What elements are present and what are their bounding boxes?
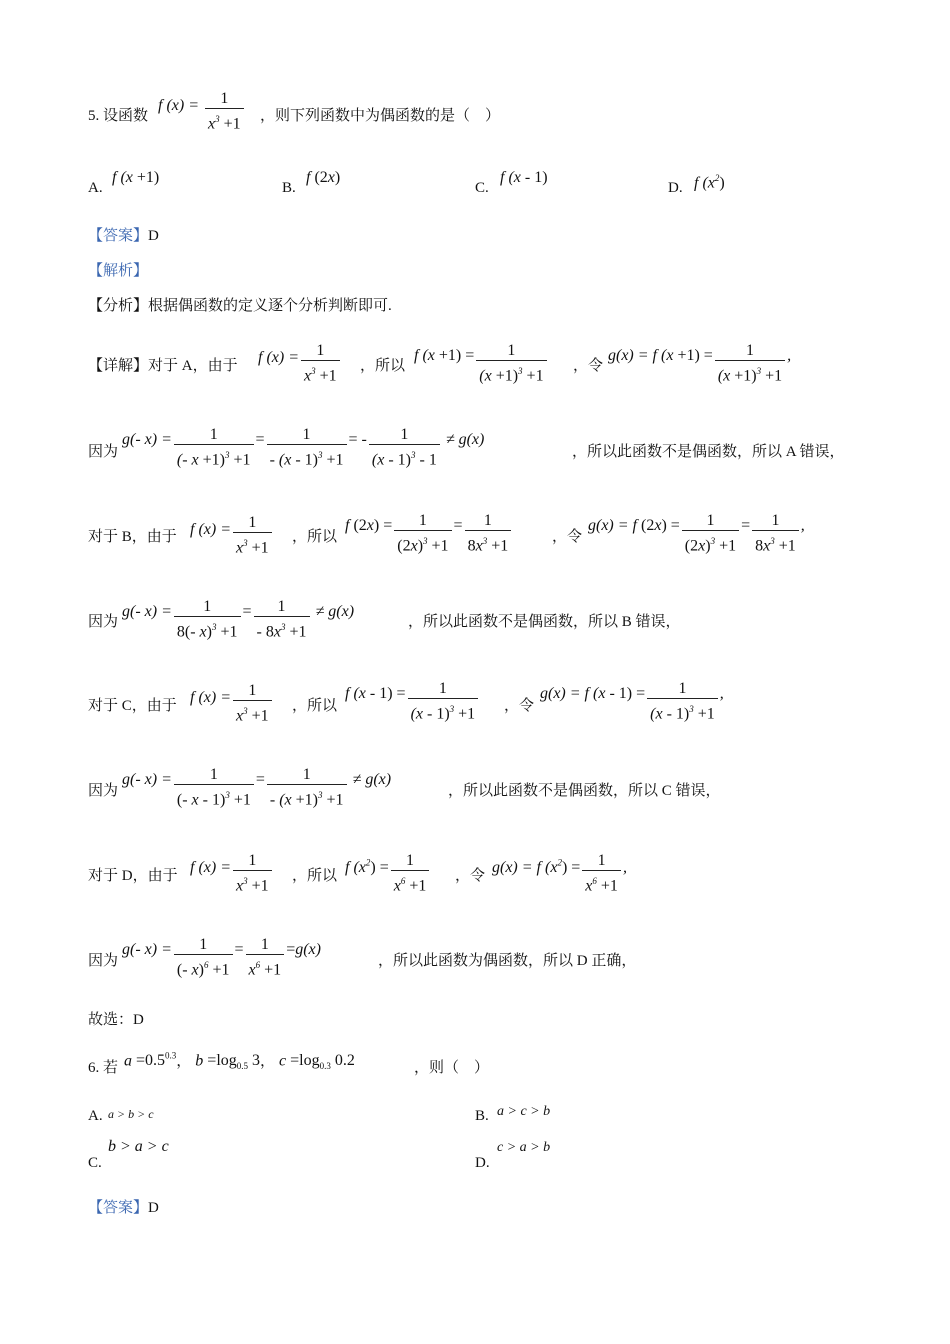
q5-option-a-expr: f (x +1) bbox=[112, 169, 160, 186]
detail-b-gx: g(x) = f (2x) = $\frac{1}{(2x)^3 +1}$ = $\frac{1}{8x^3 +1}$ , bbox=[588, 512, 805, 555]
answer-tag: 【答案】 bbox=[88, 228, 149, 244]
detail-d-yinwei: 因为 bbox=[88, 953, 119, 969]
detail-d-ling: ，令 bbox=[455, 868, 486, 884]
q5-option-a[interactable]: A. bbox=[88, 180, 103, 196]
detail-c-fx: f (x) = $\frac{1}{x^3 +1}$ bbox=[190, 676, 274, 720]
detail-c-yinwei: 因为 bbox=[88, 783, 119, 799]
q5-option-c-expr: f (x - 1) bbox=[500, 169, 548, 186]
q6-option-b-expr: a > c > b bbox=[497, 1104, 551, 1119]
q5-option-c[interactable]: C. bbox=[475, 180, 489, 196]
detail-c-fx1: f (x - 1) = $\frac{1}{(x - 1)^3 +1}$ bbox=[345, 672, 480, 716]
q5-answer-line bbox=[88, 226, 159, 246]
q6-option-b[interactable]: B. bbox=[475, 1108, 489, 1124]
detail-b-yinwei: 因为 bbox=[88, 614, 119, 630]
q5-prefix: 5. 设函数 bbox=[88, 108, 149, 124]
q5-suffix: ，则下列函数中为偶函数的是（ ） bbox=[260, 108, 501, 124]
q5-option-b[interactable]: B. bbox=[282, 180, 296, 196]
detail-d-fx2: f $(x^2)$ = $\frac{1}{x^6 +1}$ bbox=[345, 846, 431, 890]
q6-prefix: 6. 若 bbox=[88, 1060, 119, 1076]
q6-option-c-expr: b > a > c bbox=[108, 1138, 169, 1155]
q5-option-d[interactable]: D. bbox=[668, 180, 683, 196]
detail-b-f2x: f (2x) = $\frac{1}{(2x)^3 +1}$ = $\frac{1}{8x^3 +1}$ bbox=[345, 504, 513, 548]
q6-answer-value: D bbox=[148, 1200, 159, 1216]
detail-a-g-neg: g(- x) = $\frac{1}{(- x +1)^3 +1}$ = $\frac{1}{- (x - 1)^3 +1}$ = - $\frac{1}{(x - 1)^3 - 1}$ ≠ g(x) bbox=[122, 426, 485, 469]
detail-c-suoyi: ，所以 bbox=[292, 698, 338, 714]
detail-c-g-neg: g(- x) = $\frac{1}{(- x - 1)^3 +1}$ = $\frac{1}{- (x +1)^3 +1}$ ≠ g(x) bbox=[122, 766, 392, 809]
detail-d-fx: f (x) = $\frac{1}{x^3 +1}$ bbox=[190, 846, 274, 890]
q6-option-d-expr: c > a > b bbox=[497, 1140, 551, 1155]
q5-option-d-expr: f $(x^2)$ bbox=[694, 173, 725, 192]
q6-option-a[interactable]: A. bbox=[88, 1108, 103, 1124]
q6-conditions: $a =0.5^{0.3}$， $b =\log_{0.5}$ 3， $c =\log_{0.3}$ 0.2 bbox=[124, 1051, 355, 1072]
q5-stem bbox=[88, 106, 148, 126]
detail-b-ling: ，令 bbox=[552, 529, 583, 545]
detail-a-ling: ，令 bbox=[573, 358, 604, 374]
detail-a-gx: g(x) = f (x +1) = $\frac{1}{(x +1)^3 +1}$ , bbox=[608, 342, 792, 385]
detail-a-suoyi: ，所以 bbox=[360, 358, 406, 374]
detail-b-suoyi: ，所以 bbox=[292, 529, 338, 545]
detail-c-conclusion: ，所以此函数不是偶函数，所以 C 错误， bbox=[448, 783, 721, 799]
q6-option-d[interactable]: D. bbox=[475, 1155, 490, 1171]
analysis-summary: 【分析】根据偶函数的定义逐个分析判断即可. bbox=[88, 298, 392, 314]
q6-option-c[interactable]: C. bbox=[88, 1155, 102, 1171]
detail-d-g-neg: g(- x) = $\frac{1}{(- x)^6 +1}$ = $\frac{1}{x^6 +1}$ =g(x) bbox=[122, 936, 321, 979]
detail-c-gx: g(x) = f (x - 1) = $\frac{1}{(x - 1)^3 +1}$ , bbox=[540, 680, 724, 723]
detail-a-fx: f (x) = $\frac{1}{x^3 +1}$ bbox=[258, 336, 342, 380]
q6-suffix: ，则（ ） bbox=[414, 1060, 490, 1076]
q6-answer-tag: 【答案】 bbox=[88, 1200, 149, 1216]
detail-c-intro: 对于 C，由于 bbox=[88, 698, 177, 714]
detail-d-conclusion: ，所以此函数为偶函数，所以 D 正确， bbox=[378, 953, 637, 969]
detail-d-suoyi: ，所以 bbox=[292, 868, 338, 884]
detail-a-intro: 【详解】对于 A，由于 bbox=[88, 358, 238, 374]
answer-value: D bbox=[148, 228, 159, 244]
detail-b-g-neg: g(- x) = $\frac{1}{8(- x)^3 +1}$ = $\frac{1}{- 8x^3 +1}$ ≠ g(x) bbox=[122, 598, 355, 641]
q6-answer-line bbox=[88, 1198, 159, 1218]
detail-b-fx: f (x) = $\frac{1}{x^3 +1}$ bbox=[190, 508, 274, 552]
detail-b-intro: 对于 B，由于 bbox=[88, 529, 177, 545]
detail-d-gx: g(x) = f $(x^2)$ = $\frac{1}{x^6 +1}$ , bbox=[492, 852, 627, 895]
detail-a-conclusion: ，所以此函数不是偶函数，所以 A 错误， bbox=[572, 444, 845, 460]
detail-c-ling: ，令 bbox=[504, 698, 535, 714]
q6-option-a-expr: a > b > c bbox=[108, 1107, 154, 1121]
detail-d-intro: 对于 D，由于 bbox=[88, 868, 178, 884]
analysis-tag: 【解析】 bbox=[88, 263, 149, 279]
detail-a-yinwei: 因为 bbox=[88, 444, 119, 460]
detail-a-fx1: f (x +1) = $\frac{1}{(x +1)^3 +1}$ bbox=[414, 334, 549, 378]
detail-b-conclusion: ，所以此函数不是偶函数，所以 B 错误， bbox=[408, 614, 681, 630]
q5-fx-formula: f (x) = $\frac{1}{x^3 +1}$ bbox=[158, 84, 246, 128]
q5-option-b-expr: f (2x) bbox=[306, 169, 341, 186]
q5-final-choice: 故选：D bbox=[88, 1012, 144, 1028]
